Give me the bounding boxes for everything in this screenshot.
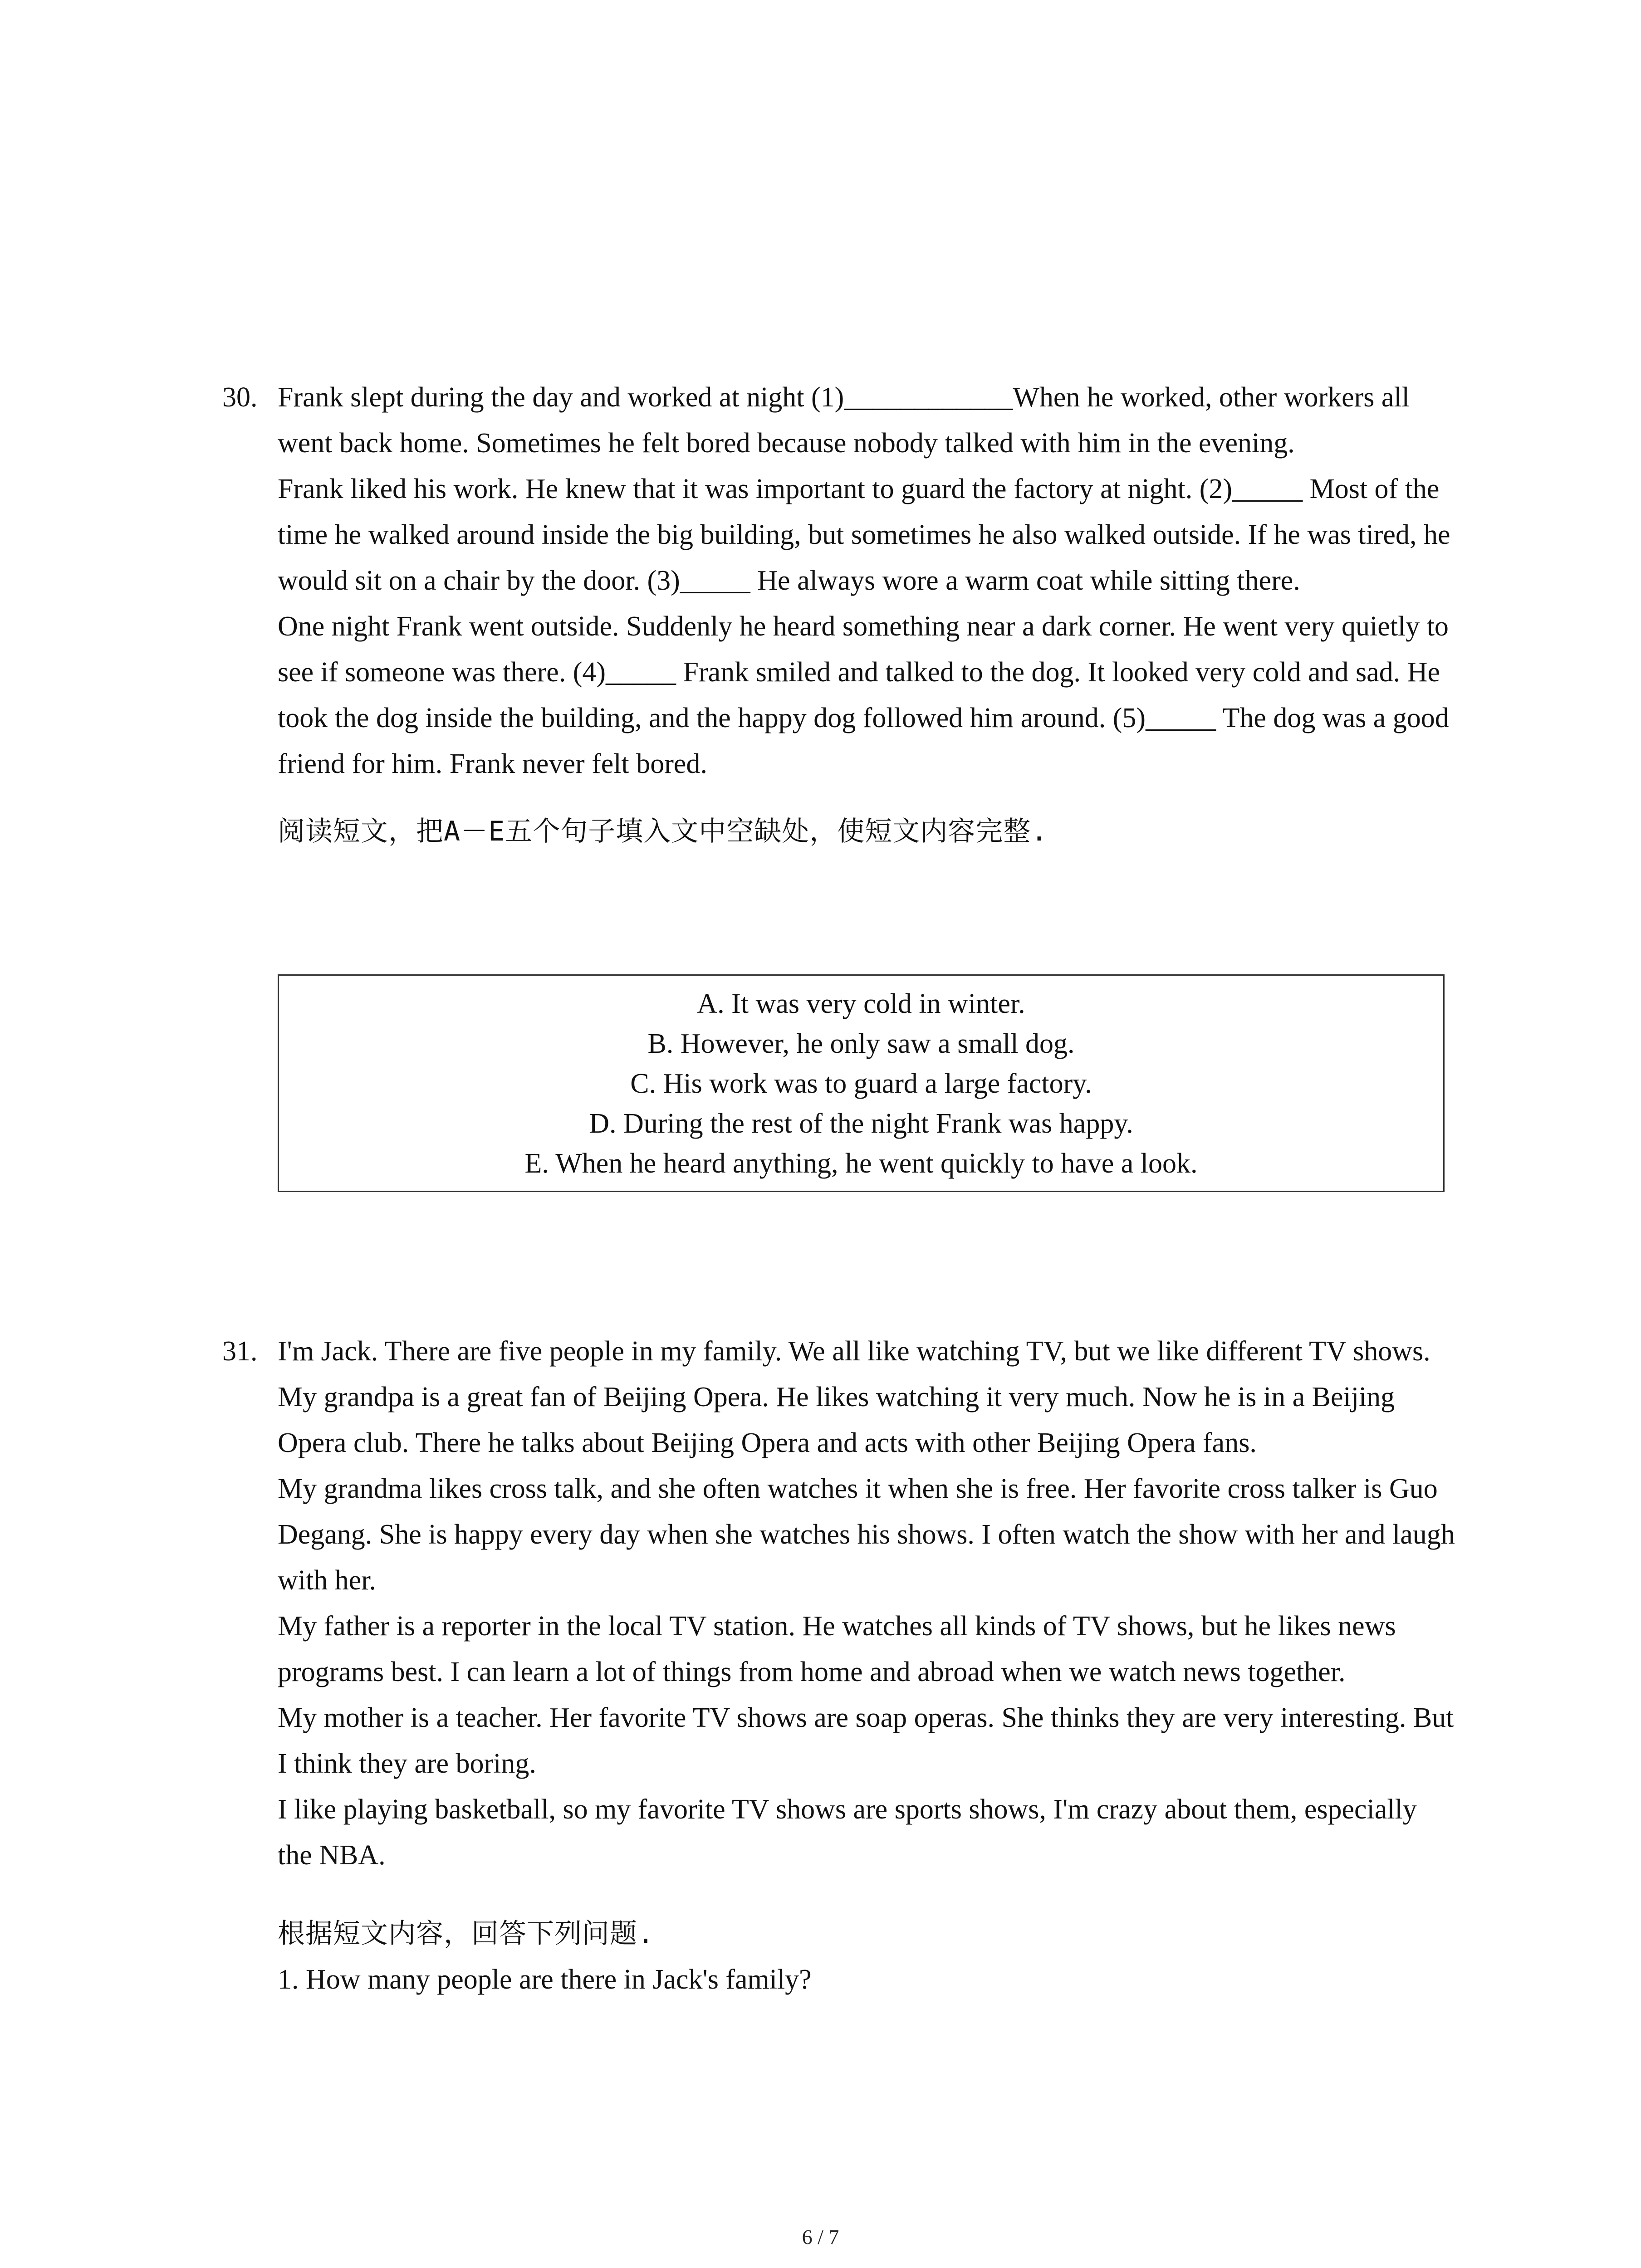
passage-paragraph: Frank slept during the day and worked at night (1)____________When he worked, other workers all went back home. Sometimes he felt bored because nobody talked with him in the evening. bbox=[278, 382, 1417, 459]
question-number: 31. bbox=[222, 1336, 258, 1367]
passage-paragraph: My grandpa is a great fan of Beijing Opera. He likes watching it very much. Now he is in a Beijing Opera club. There he talks about Beijing Opera and acts with other Beijing Opera fans. bbox=[278, 1382, 1402, 1458]
option-a: A. It was very cold in winter. bbox=[697, 988, 1025, 1019]
passage-31 bbox=[278, 1329, 1462, 2003]
passage-30 bbox=[278, 375, 1457, 855]
passage-paragraph: My mother is a teacher. Her favorite TV shows are soap operas. She thinks they are very interesting. But I think they are boring. bbox=[278, 1702, 1461, 1779]
option-b: B. However, he only saw a small dog. bbox=[647, 1028, 1075, 1059]
option-d: D. During the rest of the night Frank was happy. bbox=[589, 1108, 1133, 1139]
instruction-text: 阅读短文，把A－E五个句子填入文中空缺处，使短文内容完整. bbox=[278, 816, 1048, 847]
passage-paragraph: Frank liked his work. He knew that it was important to guard the factory at night. (2)_____ Most of the time he walked around inside the big building, but sometimes he also walked outside. If he was tired, he would sit on a chair by the door. (3)_____ He always wore a warm coat while sitting there. bbox=[278, 474, 1457, 596]
passage-paragraph: One night Frank went outside. Suddenly he heard something near a dark corner. He went very quietly to see if someone was there. (4)_____ Frank smiled and talked to the dog. It looked very cold and sad. He took the dog inside the building, and the happy dog followed him around. (5)_____ The dog was a good friend for him. Frank never felt bored. bbox=[278, 611, 1456, 779]
options-box bbox=[278, 974, 1445, 1192]
passage-paragraph: My father is a reporter in the local TV station. He watches all kinds of TV shows, but he likes news programs best. I can learn a lot of things from home and abroad when we watch news together. bbox=[278, 1611, 1403, 1687]
instruction-text: 根据短文内容，回答下列问题. bbox=[278, 1918, 655, 1950]
passage-paragraph: My grandma likes cross talk, and she often watches it when she is free. Her favorite cross talker is Guo Degang. She is happy every day when she watches his shows. I often watch the show with her and laugh with her. bbox=[278, 1473, 1462, 1596]
page-number: 6 / 7 bbox=[802, 2225, 839, 2248]
option-e: E. When he heard anything, he went quickly to have a look. bbox=[524, 1148, 1198, 1179]
passage-paragraph: I like playing basketball, so my favorite TV shows are sports shows, I'm crazy about them, especially the NBA. bbox=[278, 1794, 1424, 1871]
passage-paragraph: I'm Jack. There are five people in my family. We all like watching TV, but we like different TV shows. bbox=[278, 1336, 1430, 1367]
question-number: 30. bbox=[222, 382, 258, 413]
option-c: C. His work was to guard a large factory. bbox=[630, 1068, 1092, 1099]
comprehension-question: 1. How many people are there in Jack's family? bbox=[278, 1964, 812, 1995]
